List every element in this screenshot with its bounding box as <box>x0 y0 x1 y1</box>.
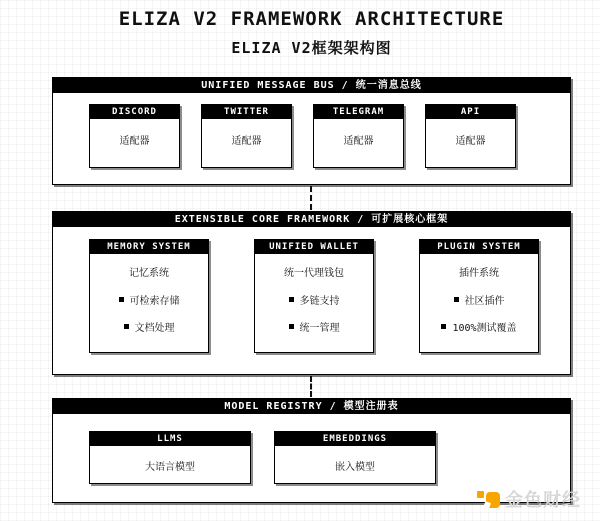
node-llms <box>89 431 251 484</box>
bullet-label: 多链支持 <box>299 296 340 307</box>
node-unified-wallet <box>254 239 374 353</box>
node-header-telegram: TELEGRAM <box>314 105 403 119</box>
watermark-text: 金色财经 <box>505 490 581 511</box>
bullet-label: 社区插件 <box>464 296 505 307</box>
bullet-item <box>420 292 538 307</box>
logo-small-square <box>477 491 484 498</box>
bullet-list-memory-system <box>90 292 208 334</box>
bullet-label: 统一管理 <box>299 323 340 334</box>
node-api <box>425 104 516 168</box>
node-body-telegram: 适配器 <box>343 136 374 147</box>
bullet-label: 文档处理 <box>134 323 175 334</box>
node-body-embeddings: 嵌入模型 <box>335 462 375 473</box>
node-embeddings <box>274 431 436 484</box>
node-header-api: API <box>426 105 515 119</box>
bullet-list-plugin-system <box>420 292 538 334</box>
node-memory-system <box>89 239 209 353</box>
watermark <box>477 486 581 512</box>
node-body-plugin-system: 插件系统 <box>459 268 499 279</box>
page-subtitle: ELIZA V2框架架构图 <box>231 39 392 57</box>
bullet-square-icon <box>289 297 294 302</box>
node-twitter <box>201 104 292 168</box>
node-plugin-system <box>419 239 539 353</box>
bullet-square-icon <box>454 297 459 302</box>
bullet-label: 100%测试覆盖 <box>452 323 517 334</box>
node-telegram <box>313 104 404 168</box>
node-header-embeddings: EMBEDDINGS <box>275 432 435 446</box>
node-body-twitter: 适配器 <box>231 136 262 147</box>
node-header-unified-wallet: UNIFIED WALLET <box>255 240 373 254</box>
bullet-square-icon <box>441 324 446 329</box>
section-body-extensible-core-framework <box>53 227 570 353</box>
logo-notch <box>483 501 491 510</box>
bullet-square-icon <box>119 297 124 302</box>
node-header-plugin-system: PLUGIN SYSTEM <box>420 240 538 254</box>
node-body-llms: 大语言模型 <box>145 462 195 473</box>
bullet-label: 可检索存储 <box>129 296 180 307</box>
jinse-finance-logo-icon <box>477 488 500 511</box>
node-header-discord: DISCORD <box>90 105 179 119</box>
bullet-square-icon <box>289 324 294 329</box>
node-header-twitter: TWITTER <box>202 105 291 119</box>
section-body-unified-message-bus <box>53 93 570 168</box>
bullet-item <box>420 319 538 334</box>
bullet-square-icon <box>124 324 129 329</box>
section-body-model-registry <box>53 414 570 484</box>
section-header-extensible-core-framework: EXTENSIBLE CORE FRAMEWORK / 可扩展核心框架 <box>53 212 570 227</box>
page-title: ELIZA V2 FRAMEWORK ARCHITECTURE <box>118 8 505 30</box>
section-extensible-core-framework <box>52 211 571 375</box>
dashed-connector-core-to-model <box>310 376 312 397</box>
node-body-memory-system: 记忆系统 <box>129 268 169 279</box>
section-header-model-registry: MODEL REGISTRY / 模型注册表 <box>53 399 570 414</box>
dashed-connector-bus-to-core <box>310 186 312 210</box>
node-body-unified-wallet: 统一代理钱包 <box>284 268 344 279</box>
section-unified-message-bus <box>52 77 571 185</box>
bullet-item <box>255 319 373 334</box>
node-body-api: 适配器 <box>455 136 486 147</box>
bullet-item <box>255 292 373 307</box>
node-body-discord: 适配器 <box>119 136 150 147</box>
node-discord <box>89 104 180 168</box>
node-header-memory-system: MEMORY SYSTEM <box>90 240 208 254</box>
node-header-llms: LLMS <box>90 432 250 446</box>
title-block <box>52 8 571 58</box>
bullet-item <box>90 319 208 334</box>
bullet-item <box>90 292 208 307</box>
bullet-list-unified-wallet <box>255 292 373 334</box>
section-header-unified-message-bus: UNIFIED MESSAGE BUS / 统一消息总线 <box>53 78 570 93</box>
